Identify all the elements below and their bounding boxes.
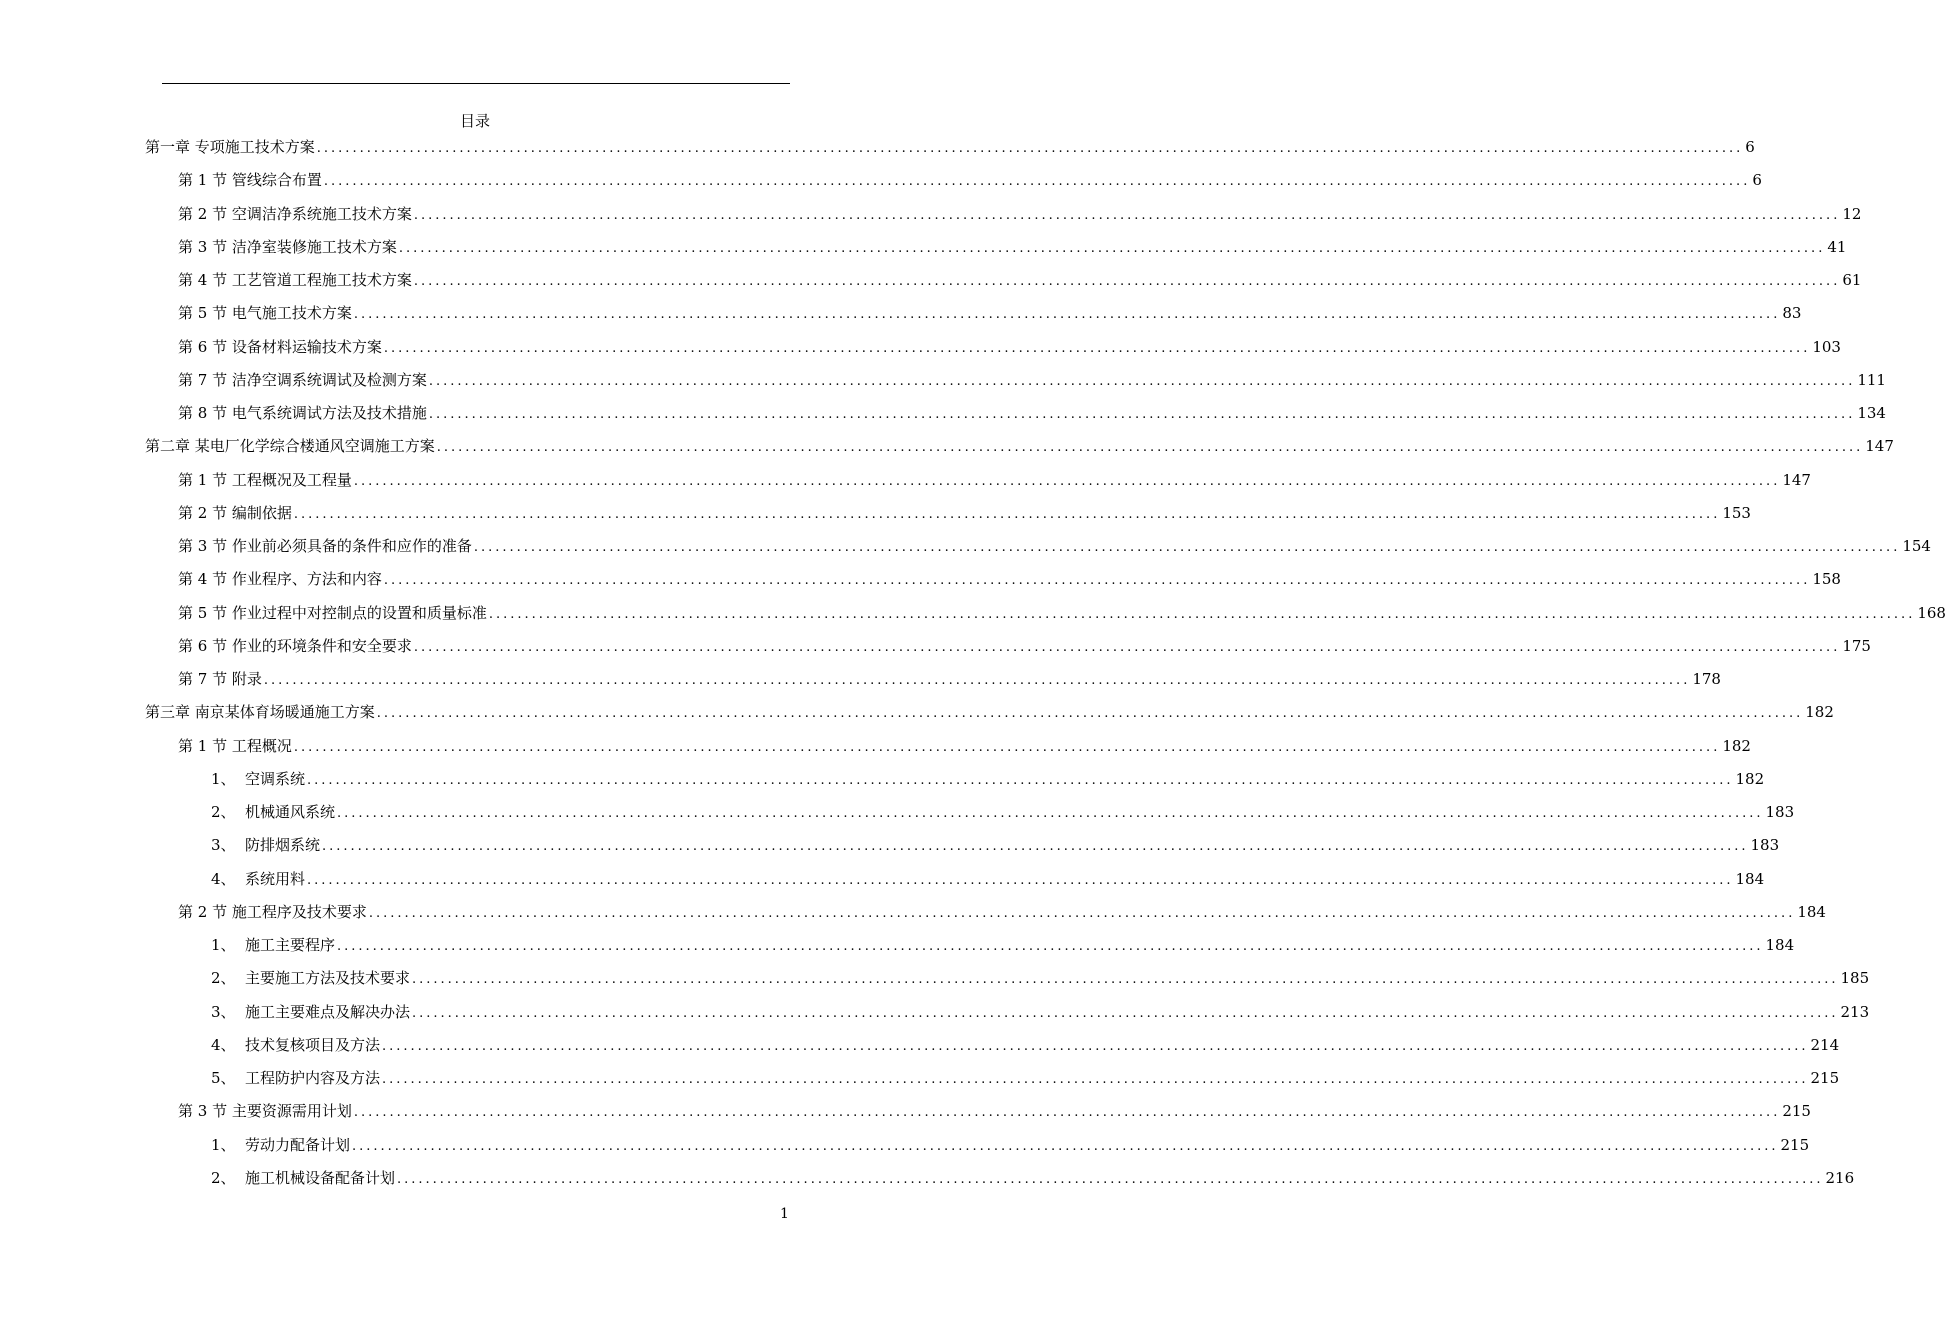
toc-page-number: 147 (1782, 471, 1811, 489)
toc-entry-label (211, 768, 305, 790)
toc-entry-label: 第 5 节 电气施工技术方案 (178, 304, 352, 322)
toc-entry-label (211, 1001, 410, 1023)
toc-subsection-entry[interactable] (211, 967, 1870, 989)
toc-leader-dots: ........................................................................................................................................................................................................ (368, 906, 1796, 921)
toc-page-number: 214 (1810, 1036, 1840, 1054)
toc-entry-label (211, 834, 320, 856)
toc-entry-label (211, 1134, 350, 1156)
toc-leader-dots: ........................................................................................................................................................................................................ (353, 474, 1781, 489)
toc-leader-dots: ........................................................................................................................................................................................................ (263, 673, 1691, 688)
toc-chapter-entry[interactable] (145, 435, 1894, 457)
toc-entry-label (211, 801, 335, 823)
toc-subsection-entry[interactable] (211, 1167, 1855, 1189)
toc-page-number: 153 (1722, 504, 1751, 522)
toc-page-number: 154 (1902, 537, 1931, 555)
toc-leader-dots: ........................................................................................................................................................................................................ (322, 839, 1749, 854)
toc-page-number: 184 (1735, 870, 1765, 888)
toc-entry-text: 机械通风系统 (245, 803, 336, 821)
toc-entry-number: 5、 (211, 1069, 236, 1087)
toc-entry-label: 第 1 节 工程概况及工程量 (178, 471, 352, 489)
toc-leader-dots: ........................................................................................................................................................................................................ (383, 573, 1811, 588)
toc-entry-text: 防排烟系统 (245, 836, 321, 854)
toc-entry-number: 4、 (211, 1036, 236, 1054)
toc-leader-dots: ........................................................................................................................................................................................................ (382, 1072, 1809, 1087)
toc-chapter-entry[interactable] (145, 701, 1834, 723)
toc-leader-dots: ........................................................................................................................................................................................................ (316, 141, 1744, 156)
toc-subsection-entry[interactable] (211, 868, 1765, 890)
toc-leader-dots: ........................................................................................................................................................................................................ (307, 773, 1734, 788)
toc-entry-label: 第 6 节 作业的环境条件和安全要求 (178, 637, 412, 655)
toc-page-number: 183 (1765, 803, 1795, 821)
toc-section-entry[interactable] (178, 901, 1826, 923)
toc-entry-number: 1、 (211, 1136, 236, 1154)
toc-subsection-entry[interactable] (211, 801, 1795, 823)
toc-leader-dots: ........................................................................................................................................................................................................ (428, 374, 1856, 389)
toc-page-number: 147 (1865, 437, 1894, 455)
toc-entry-label (211, 1034, 380, 1056)
toc-leader-dots: ........................................................................................................................................................................................................ (352, 1139, 1779, 1154)
toc-page-number: 215 (1782, 1102, 1811, 1120)
toc-page-number: 168 (1917, 604, 1946, 622)
toc-leader-dots: ........................................................................................................................................................................................................ (413, 208, 1841, 223)
toc-leader-dots: ........................................................................................................................................................................................................ (488, 607, 1916, 622)
toc-entry-number: 3、 (211, 1003, 236, 1021)
toc-entry-label (211, 934, 335, 956)
toc-entry-label: 第 1 节 工程概况 (178, 737, 292, 755)
toc-leader-dots: ........................................................................................................................................................................................................ (412, 1006, 1839, 1021)
toc-subsection-entry[interactable] (211, 934, 1795, 956)
toc-entry-label: 第一章 专项施工技术方案 (145, 138, 315, 156)
toc-entry-text: 施工主要难点及解决办法 (245, 1003, 411, 1021)
toc-section-entry[interactable] (178, 369, 1886, 391)
toc-section-entry[interactable] (178, 502, 1751, 524)
toc-entry-number: 3、 (211, 836, 236, 854)
toc-leader-dots: ........................................................................................................................................................................................................ (337, 806, 1764, 821)
toc-leader-dots: ........................................................................................................................................................................................................ (307, 873, 1734, 888)
toc-entry-label: 第 4 节 工艺管道工程施工技术方案 (178, 271, 412, 289)
toc-subsection-entry[interactable] (211, 1134, 1810, 1156)
toc-subsection-entry[interactable] (211, 768, 1765, 790)
toc-page-number: 185 (1840, 969, 1870, 987)
header-rule (162, 83, 790, 84)
toc-page-number: 41 (1827, 238, 1847, 256)
toc-page-number: 111 (1857, 371, 1886, 389)
toc-page-number: 6 (1752, 171, 1762, 189)
toc-entry-number: 1、 (211, 936, 236, 954)
toc-subsection-entry[interactable] (211, 1034, 1840, 1056)
toc-entry-label: 第 8 节 电气系统调试方法及技术措施 (178, 404, 427, 422)
toc-leader-dots: ........................................................................................................................................................................................................ (412, 972, 1839, 987)
toc-page-number: 158 (1812, 570, 1841, 588)
toc-leader-dots: ........................................................................................................................................................................................................ (428, 407, 1856, 422)
toc-section-entry[interactable] (178, 469, 1811, 491)
toc-chapter-entry[interactable] (145, 136, 1755, 158)
toc-page-number: 178 (1692, 670, 1721, 688)
toc-section-entry[interactable] (178, 568, 1841, 590)
toc-entry-label: 第 5 节 作业过程中对控制点的设置和质量标准 (178, 604, 487, 622)
toc-page-number: 184 (1797, 903, 1826, 921)
toc-page-number: 213 (1840, 1003, 1870, 1021)
toc-leader-dots: ........................................................................................................................................................................................................ (413, 640, 1841, 655)
toc-section-entry[interactable] (178, 535, 1931, 557)
toc-entry-text: 工程防护内容及方法 (245, 1069, 381, 1087)
toc-section-entry[interactable] (178, 269, 1862, 291)
toc-title: 目录 (459, 112, 490, 130)
toc-section-entry[interactable] (178, 1100, 1811, 1122)
toc-page-number: 183 (1750, 836, 1780, 854)
toc-page-number: 61 (1842, 271, 1862, 289)
toc-leader-dots: ........................................................................................................................................................................................................ (293, 507, 1721, 522)
toc-section-entry[interactable] (178, 169, 1762, 191)
toc-leader-dots: ........................................................................................................................................................................................................ (353, 1105, 1781, 1120)
toc-entry-label: 第 3 节 作业前必须具备的条件和应作的准备 (178, 537, 472, 555)
toc-entry-label: 第 4 节 作业程序、方法和内容 (178, 570, 382, 588)
toc-page-number: 175 (1842, 637, 1871, 655)
toc-entry-text: 施工机械设备配备计划 (245, 1169, 396, 1187)
toc-leader-dots: ........................................................................................................................................................................................................ (383, 341, 1811, 356)
toc-subsection-entry[interactable] (211, 1067, 1840, 1089)
toc-entry-label (211, 967, 410, 989)
toc-entry-text: 施工主要程序 (245, 936, 336, 954)
toc-leader-dots: ........................................................................................................................................................................................................ (473, 540, 1901, 555)
toc-section-entry[interactable] (178, 402, 1886, 424)
toc-page-number: 182 (1735, 770, 1765, 788)
toc-leader-dots: ........................................................................................................................................................................................................ (376, 706, 1804, 721)
toc-entry-label: 第 2 节 空调洁净系统施工技术方案 (178, 205, 412, 223)
toc-entry-label: 第 3 节 主要资源需用计划 (178, 1102, 352, 1120)
toc-page-number: 83 (1782, 304, 1802, 322)
toc-entry-label: 第 7 节 洁净空调系统调试及检测方案 (178, 371, 427, 389)
toc-entry-label: 第 7 节 附录 (178, 670, 262, 688)
toc-page-number: 182 (1805, 703, 1834, 721)
toc-page-number: 215 (1780, 1136, 1810, 1154)
toc-section-entry[interactable] (178, 302, 1802, 324)
toc-entry-label: 第 3 节 洁净室装修施工技术方案 (178, 238, 397, 256)
toc-entry-number: 2、 (211, 1169, 236, 1187)
toc-leader-dots: ........................................................................................................................................................................................................ (397, 1172, 1824, 1187)
toc-entry-text: 系统用料 (245, 870, 306, 888)
toc-page-number: 134 (1857, 404, 1886, 422)
toc-entry-label: 第三章 南京某体育场暖通施工方案 (145, 703, 375, 721)
toc-entry-label (211, 868, 305, 890)
toc-entry-label: 第 2 节 施工程序及技术要求 (178, 903, 367, 921)
toc-entry-text: 劳动力配备计划 (245, 1136, 351, 1154)
toc-page-number: 184 (1765, 936, 1795, 954)
toc-entry-text: 空调系统 (245, 770, 306, 788)
toc-section-entry[interactable] (178, 336, 1841, 358)
toc-page-number: 6 (1745, 138, 1755, 156)
toc-subsection-entry[interactable] (211, 1001, 1870, 1023)
toc-entry-label: 第 1 节 管线综合布置 (178, 171, 322, 189)
toc-entry-label: 第 6 节 设备材料运输技术方案 (178, 338, 382, 356)
toc-page-number: 215 (1810, 1069, 1840, 1087)
toc-leader-dots: ........................................................................................................................................................................................................ (398, 241, 1826, 256)
toc-entry-label: 第 2 节 编制依据 (178, 504, 292, 522)
toc-entry-label (211, 1067, 380, 1089)
toc-entry-label (211, 1167, 395, 1189)
toc-leader-dots: ........................................................................................................................................................................................................ (436, 440, 1864, 455)
toc-leader-dots: ........................................................................................................................................................................................................ (293, 740, 1721, 755)
toc-entry-number: 1、 (211, 770, 236, 788)
toc-entry-text: 主要施工方法及技术要求 (245, 969, 411, 987)
toc-subsection-entry[interactable] (211, 834, 1780, 856)
toc-page-number: 216 (1825, 1169, 1855, 1187)
toc-leader-dots: ........................................................................................................................................................................................................ (413, 274, 1841, 289)
toc-entry-text: 技术复核项目及方法 (245, 1036, 381, 1054)
toc-leader-dots: ........................................................................................................................................................................................................ (353, 307, 1781, 322)
toc-page-number: 182 (1722, 737, 1751, 755)
toc-leader-dots: ........................................................................................................................................................................................................ (382, 1039, 1809, 1054)
toc-section-entry[interactable] (178, 635, 1871, 657)
toc-section-entry[interactable] (178, 735, 1751, 757)
toc-entry-number: 4、 (211, 870, 236, 888)
toc-section-entry[interactable] (178, 602, 1946, 624)
toc-entry-label: 第二章 某电厂化学综合楼通风空调施工方案 (145, 437, 435, 455)
toc-leader-dots: ........................................................................................................................................................................................................ (337, 939, 1764, 954)
toc-page-number: 12 (1842, 205, 1862, 223)
toc-leader-dots: ........................................................................................................................................................................................................ (323, 174, 1751, 189)
toc-section-entry[interactable] (178, 668, 1721, 690)
page-number: 1 (780, 1206, 789, 1222)
toc-page-number: 103 (1812, 338, 1841, 356)
toc-section-entry[interactable] (178, 236, 1847, 258)
toc-section-entry[interactable] (178, 203, 1862, 225)
toc-entry-number: 2、 (211, 969, 236, 987)
toc-entry-number: 2、 (211, 803, 236, 821)
